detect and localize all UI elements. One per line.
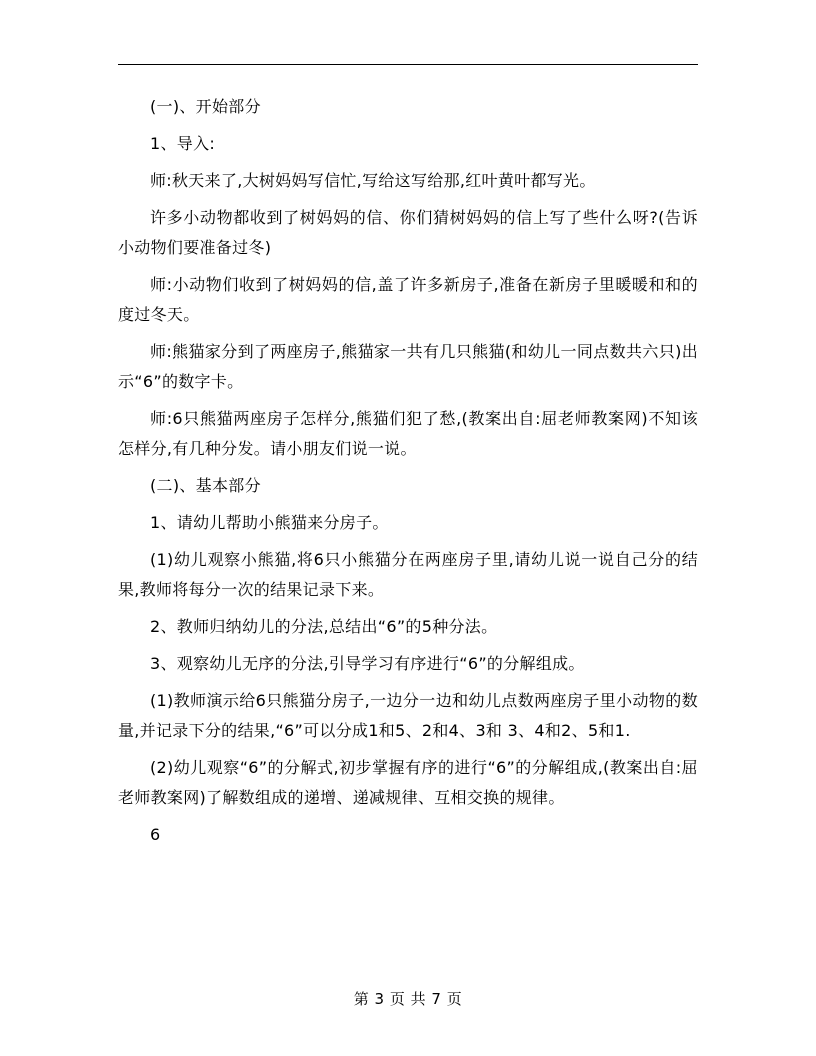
- page-footer: 第 3 页 共 7 页: [353, 990, 463, 1008]
- document-body: [118, 92, 698, 850]
- paragraph: (1)幼儿观察小熊猫,将6只小熊猫分在两座房子里,请幼儿说一说自己分的结果,教师将每分一次的结果记录下来。: [118, 550, 698, 599]
- paragraph: 2、教师归纳幼儿的分法,总结出“6”的5种分法。: [150, 617, 498, 636]
- paragraph: (2)幼儿观察“6”的分解式,初步掌握有序的进行“6”的分解组成,(教案出自:屈老师教案网)了解数组成的递增、递减规律、互相交换的规律。: [118, 758, 698, 807]
- header-rule: [118, 64, 698, 65]
- paragraph: 师:秋天来了,大树妈妈写信忙,写给这写给那,红叶黄叶都写光。: [150, 171, 596, 190]
- paragraph: 1、请幼儿帮助小熊猫来分房子。: [150, 513, 389, 532]
- paragraph: 6: [150, 825, 161, 844]
- paragraph: 师:熊猫家分到了两座房子,熊猫家一共有几只熊猫(和幼儿一同点数共六只)出示“6”的数字卡。: [118, 342, 698, 391]
- paragraph: 1、导入:: [150, 134, 216, 153]
- paragraph: 许多小动物都收到了树妈妈的信、你们猜树妈妈的信上写了些什么呀?(告诉小动物们要准备过冬): [118, 208, 698, 257]
- paragraph: (1)教师演示给6只熊猫分房子,一边分一边和幼儿点数两座房子里小动物的数量,并记录下分的结果,“6”可以分成1和5、2和4、3和 3、4和2、5和1.: [118, 691, 698, 740]
- paragraph: (一)、开始部分: [150, 97, 261, 116]
- paragraph: 3、观察幼儿无序的分法,引导学习有序进行“6”的分解组成。: [150, 654, 585, 673]
- paragraph: 师:小动物们收到了树妈妈的信,盖了许多新房子,准备在新房子里暖暖和和的度过冬天。: [118, 275, 698, 324]
- paragraph: 师:6只熊猫两座房子怎样分,熊猫们犯了愁,(教案出自:屈老师教案网)不知该怎样分,有几种分发。请小朋友们说一说。: [118, 409, 698, 458]
- paragraph: (二)、基本部分: [150, 476, 261, 495]
